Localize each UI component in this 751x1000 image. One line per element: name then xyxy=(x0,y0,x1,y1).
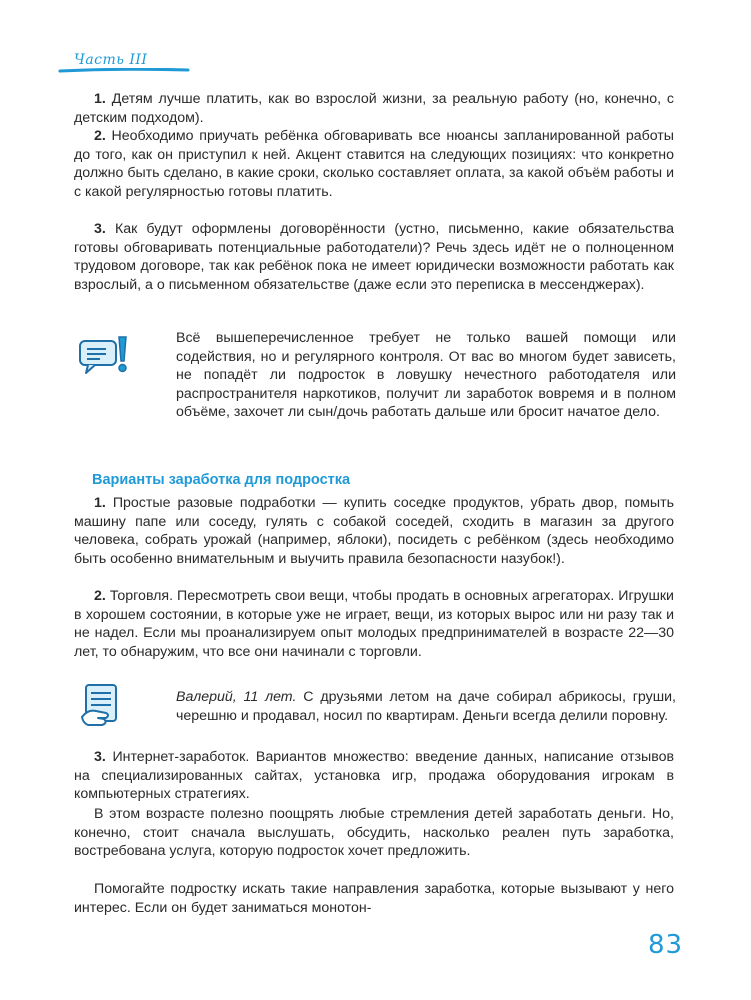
item-2: 2. Необходимо приучать ребёнка обговаривать все нюансы запланированной работы до того, как он приступил к ней. Акцент ставится на следующих позициях: что конкретно должно быть сделано, в какие сроки, сколько составляет оплата, за какой объём работы и с какой регулярностью готовы платить. xyxy=(74,128,674,200)
item-3: 3. Как будут оформлены договорённости (устно, письменно, какие обязательства готовы обговаривать потенциальные работодатели)? Речь здесь идёт не о полноценном трудовом договоре, так как ребёнок пока не имеет юридически возможности работать как взрослый, а о письменном обязательстве (даже если это переписка в мессенджерах). xyxy=(74,221,674,293)
part-underline xyxy=(58,68,190,73)
quote-valery: Валерий, 11 лет. С друзьями летом на даче собирал абрикосы, груши, черешню и продавал, носил по квартирам. Деньги всегда делили поровну. xyxy=(176,689,676,724)
paragraph-encourage: В этом возрасте полезно поощрять любые стремления детей заработать деньги. Но, конечно, стоит сначала выслушать, обсудить, насколько реален путь заработка, востребована услуга, которую подросток хочет предложить. xyxy=(74,806,674,860)
variant-2: 2. Торговля. Пересмотреть свои вещи, чтобы продать в основных агрегаторах. Игрушки в хорошем состоянии, в которые уже не играет, вещи, из которых вырос или ни разу так и не надел. Если мы проанализируем опыт молодых предпринимателей в возрасте 22—30 лет, то обнаружим, что все они начинали с торговли. xyxy=(74,588,674,660)
section-title: Варианты заработка для подростка xyxy=(92,472,351,488)
part-label: Часть III xyxy=(74,52,148,68)
paragraph-help: Помогайте подростку искать такие направления заработка, которые вызывают у него интерес. Если он будет заниматься монотон- xyxy=(74,881,674,916)
item-1: 1. Детям лучше платить, как во взрослой жизни, за реальную работу (но, конечно, с детским подходом). xyxy=(74,91,674,126)
variant-1: 1. Простые разовые подработки — купить соседке продуктов, убрать двор, помыть машину папе или соседу, гулять с собакой соседей, сходить в магазин за другого человека, собрать урожай (например, яблоки), посидеть с ребёнком (здесь необходимо быть особенно внимательным и выучить правила безопасности назубок!). xyxy=(74,495,674,567)
note-control: Всё вышеперечисленное требует не только вашей помощи или содействия, но и регулярного контроля. От вас во многом будет зависеть, не попадёт ли подросток в ловушку нечестного работодателя или распространителя наркотиков, получит ли заработок вовремя и в полном объёме, захочет ли сын/дочь работать дальше или бросит начатое дело. xyxy=(176,330,676,421)
page-number: 83 xyxy=(648,930,684,960)
variant-3: 3. Интернет-заработок. Вариантов множество: введение данных, написание отзывов на специализированных сайтах, установка игр, продажа оборудования игрокам в компьютерных стратегиях. xyxy=(74,749,674,803)
speech-bubble-exclamation-icon xyxy=(78,335,130,377)
document-hand-icon xyxy=(80,683,126,727)
